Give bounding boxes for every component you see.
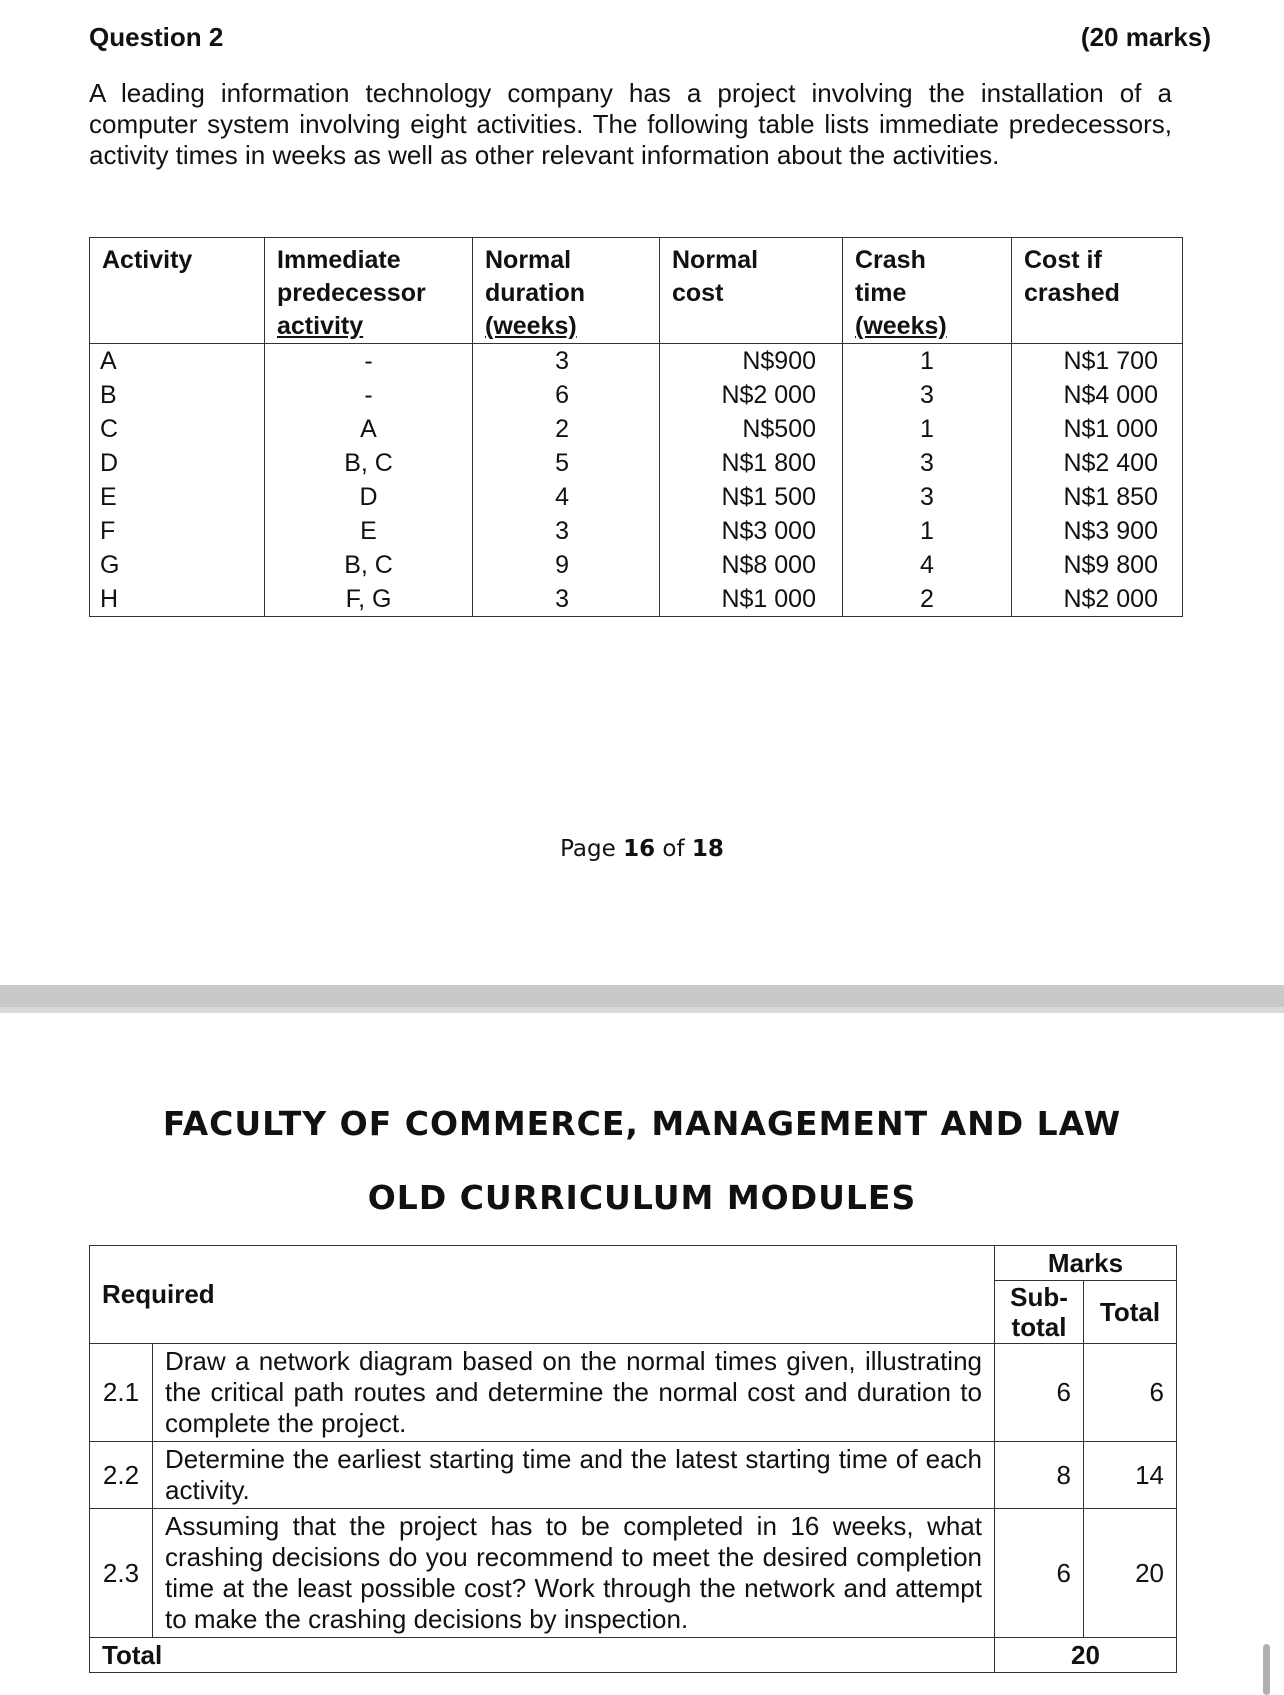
activity-cell: G xyxy=(90,548,265,582)
table-row xyxy=(90,1442,1177,1509)
header-crash-time: Crash time (weeks) xyxy=(843,238,1012,344)
header-crash-cost: Cost if crashed xyxy=(1012,238,1183,344)
crash-time-cell: 3 xyxy=(843,446,1012,480)
question-marks: (20 marks) xyxy=(1080,22,1211,52)
subtotal-cell: 6 xyxy=(995,1509,1084,1638)
total-value: 20 xyxy=(995,1638,1177,1673)
crash-cost-cell: N$2 000 xyxy=(1012,582,1183,617)
predecessor-cell: F, G xyxy=(265,582,473,617)
predecessor-cell: - xyxy=(265,344,473,379)
crash-time-cell: 3 xyxy=(843,378,1012,412)
header-predecessor: Immediate predecessor activity xyxy=(265,238,473,344)
crash-time-cell: 3 xyxy=(843,480,1012,514)
table-row xyxy=(90,344,1183,379)
total-cell: 6 xyxy=(1084,1344,1177,1442)
question-text: Assuming that the project has to be completed in 16 weeks, what crashing decisions do you recommend to meet the desired completion time at the least possible cost? Work through the network and attempt to make the crashing decisions by inspection. xyxy=(153,1509,995,1638)
faculty-heading: FACULTY OF COMMERCE, MANAGEMENT AND LAW xyxy=(162,1104,1122,1143)
table-row xyxy=(90,412,1183,446)
predecessor-cell: D xyxy=(265,480,473,514)
table-row xyxy=(90,1344,1177,1442)
duration-cell: 3 xyxy=(473,344,660,379)
crash-time-cell: 1 xyxy=(843,344,1012,379)
duration-cell: 2 xyxy=(473,412,660,446)
question-number: 2.2 xyxy=(90,1442,153,1509)
normal-cost-cell: N$500 xyxy=(660,412,843,446)
header-normal-cost: Normal cost xyxy=(660,238,843,344)
total-cell: 20 xyxy=(1084,1509,1177,1638)
predecessor-cell: B, C xyxy=(265,548,473,582)
crash-cost-cell: N$1 700 xyxy=(1012,344,1183,379)
page-total: 18 xyxy=(691,836,724,862)
total-heading: Total xyxy=(1084,1281,1177,1344)
subtotal-heading: Sub- total xyxy=(995,1281,1084,1344)
activity-cell: A xyxy=(90,344,265,379)
predecessor-cell: E xyxy=(265,514,473,548)
page-separator xyxy=(0,985,1284,1013)
table-row xyxy=(90,1509,1177,1638)
crash-time-cell: 2 xyxy=(843,582,1012,617)
crash-cost-cell: N$9 800 xyxy=(1012,548,1183,582)
page-number: Page 16 of 18 xyxy=(560,836,724,862)
subtotal-cell: 8 xyxy=(995,1442,1084,1509)
activity-cell: F xyxy=(90,514,265,548)
question-intro: A leading information technology company has a project involving the installation of a computer system involving eight activities. The following table lists immediate predecessors, activity times in weeks as well as other relevant information about the activities. xyxy=(89,78,1172,170)
table-row xyxy=(90,378,1183,412)
crash-time-cell: 1 xyxy=(843,514,1012,548)
subtotal-cell: 6 xyxy=(995,1344,1084,1442)
table-row xyxy=(90,480,1183,514)
predecessor-cell: B, C xyxy=(265,446,473,480)
predecessor-cell: A xyxy=(265,412,473,446)
normal-cost-cell: N$3 000 xyxy=(660,514,843,548)
duration-cell: 4 xyxy=(473,480,660,514)
normal-cost-cell: N$900 xyxy=(660,344,843,379)
crash-cost-cell: N$4 000 xyxy=(1012,378,1183,412)
question-text: Draw a network diagram based on the normal times given, illustrating the critical path routes and determine the normal cost and duration to complete the project. xyxy=(153,1344,995,1442)
page-current: 16 xyxy=(623,836,656,862)
activity-cell: H xyxy=(90,582,265,617)
scrollbar-thumb[interactable] xyxy=(1263,1644,1270,1695)
activity-cell: D xyxy=(90,446,265,480)
question-text: Determine the earliest starting time and the latest starting time of each activity. xyxy=(153,1442,995,1509)
activity-cell: E xyxy=(90,480,265,514)
normal-cost-cell: N$1 800 xyxy=(660,446,843,480)
table-row xyxy=(90,514,1183,548)
table-row xyxy=(90,548,1183,582)
activity-cell: C xyxy=(90,412,265,446)
total-cell: 14 xyxy=(1084,1442,1177,1509)
normal-cost-cell: N$8 000 xyxy=(660,548,843,582)
crash-time-cell: 1 xyxy=(843,412,1012,446)
total-label: Total xyxy=(90,1638,995,1673)
marks-heading: Marks xyxy=(995,1246,1177,1281)
activity-table-header xyxy=(90,238,1183,344)
header-activity: Activity xyxy=(90,238,265,344)
curriculum-heading: OLD CURRICULUM MODULES xyxy=(367,1178,917,1217)
table-row xyxy=(90,582,1183,617)
question-title: Question 2 xyxy=(89,22,224,52)
normal-cost-cell: N$2 000 xyxy=(660,378,843,412)
normal-cost-cell: N$1 000 xyxy=(660,582,843,617)
crash-cost-cell: N$1 850 xyxy=(1012,480,1183,514)
required-heading: Required xyxy=(90,1246,995,1344)
normal-cost-cell: N$1 500 xyxy=(660,480,843,514)
crash-time-cell: 4 xyxy=(843,548,1012,582)
duration-cell: 9 xyxy=(473,548,660,582)
duration-cell: 3 xyxy=(473,582,660,617)
duration-cell: 3 xyxy=(473,514,660,548)
duration-cell: 6 xyxy=(473,378,660,412)
table-row xyxy=(90,446,1183,480)
question-number: 2.1 xyxy=(90,1344,153,1442)
question-number: 2.3 xyxy=(90,1509,153,1638)
crash-cost-cell: N$2 400 xyxy=(1012,446,1183,480)
predecessor-cell: - xyxy=(265,378,473,412)
header-duration: Normal duration (weeks) xyxy=(473,238,660,344)
required-table xyxy=(89,1245,1177,1673)
activity-table xyxy=(89,237,1183,617)
activity-cell: B xyxy=(90,378,265,412)
crash-cost-cell: N$1 000 xyxy=(1012,412,1183,446)
duration-cell: 5 xyxy=(473,446,660,480)
crash-cost-cell: N$3 900 xyxy=(1012,514,1183,548)
total-row xyxy=(90,1638,1177,1673)
